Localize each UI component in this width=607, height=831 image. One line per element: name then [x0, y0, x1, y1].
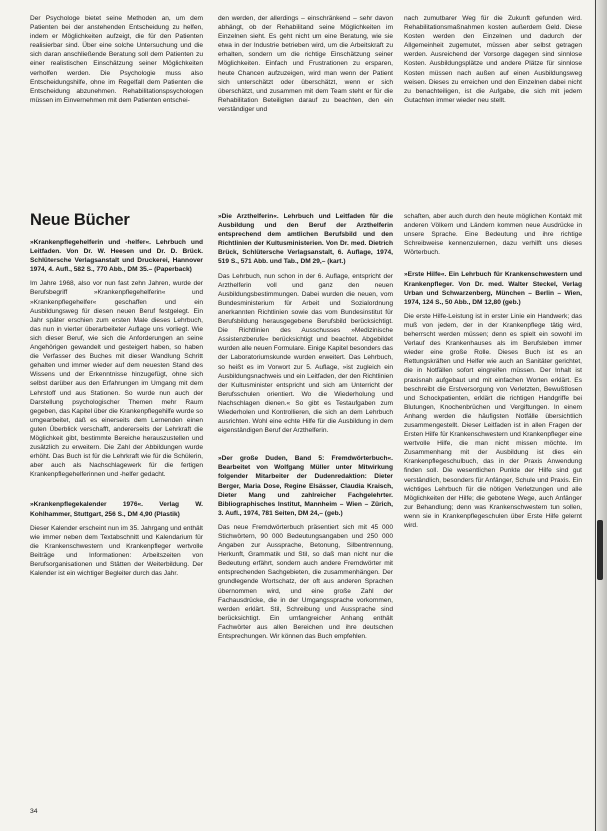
review-column-1: [30, 238, 203, 587]
review-title: »Krankenpflegekalender 1976«. Verlag W. Kohlhammer, Stuttgart, 256 S., DM 4,90 (Plastik): [30, 501, 203, 518]
review-title: »Die Arzthelferin«. Lehrbuch und Leitfaden für die Ausbildung und den Beruf der Arzthelferin entsprechend dem amtlichen Berufsbild und den Richtlinien der Kultusministerien. Von Dr. med. Dietrich Brück, Schlütersche Verlagsanstalt, 6. Auflage, 1974, 519 S., 571 Abb. und Tab., DM 29,– (kart.): [218, 213, 393, 266]
review-title: »Erste Hilfe«. Ein Lehrbuch für Krankenschwestern und Krankenpfleger. Von Dr. med. Walter Steckel, Verlag Urban und Schwarzenberg, München – Berlin – Wien, 1974, 124 S., 50 Abb., DM 12,80 (geb.): [404, 271, 582, 306]
intro-column-1: [30, 14, 203, 105]
page-number: 34: [30, 808, 38, 815]
review-column-3: [404, 212, 582, 539]
review-entry: [30, 238, 203, 479]
review-body: Im Jahre 1968, also vor nun fast zehn Jahren, wurde der Berufsbegriff »Krankenpflegehelferin« und »Krankenpflegehelfer« geschaffen und ein Ausbildungsweg für diesen neuen Beruf festgelegt. Ein Jahr später erschien zum ersten Male dieses Lehrbuch, das nun in vierter überarbeiteter Auflage uns vorliegt. Wie sich dieser Beruf, wie sich die Anforderungen an seine Angehörigen gewandelt und gesteigert haben, so haben die Verfasser des Buches mit dieser Wandlung Schritt gehalten und immer wieder auf dem neuesten Stand des Wissens und der Erkenntnisse hinzugefügt, ohne sich selbst darüber aus den Erfahrungen im Umgang mit dem Lehrstoff und aus Stationen. So wurde nun auch der Darstellung psychologischer Themen mehr Raum gegeben, das Kapitel über die Krankenpflegehilfe wurde so umgearbeitet, daß es einerseits dem Lernenden einen guten Überblick verschafft, andererseits der Lehrkraft die Möglichkeit gibt, bestimmte Bereiche herauszustellen und zusätzlich zu erweitern. Die Zahl der Abbildungen wurde erhöht. Das Buch ist für die Lehrkraft wie für die Schülerin, aber auch als Nachschlagewerk für die fertigen Krankenpflegehelferinnen und -helfer gedacht.: [30, 280, 203, 479]
review-title: »Krankenpflegehelferin und -helfer«. Lehrbuch und Leitfaden. Von Dr. W. Heesen und Dr. D. Brück. Schlütersche Verlagsanstalt und Druckerei, Hannover 1974, 4. Aufl., 582 S., 770 Abb., DM 35.– (Paperback): [30, 239, 203, 274]
page-edge-line: [595, 0, 596, 831]
review-column-2: [218, 212, 393, 650]
review-entry: [30, 500, 203, 578]
intro-column-2: [218, 14, 393, 114]
review-body: Das neue Fremdwörterbuch präsentiert sich mit 45 000 Stichwörtern, 90 000 Bedeutungsangaben und 250 000 Angaben zur Aussprache, Betonung, Silbentrennung, Herkunft, Grammatik und Stil, so daß man nicht nur die Bedeutung erfährt, sondern auch andere Fremdwörter mit entsprechenden Sachgebieten, die zusammenhängen. Der grundlegende Wortschatz, der oft aus anderen Sprachen übernommen wird, und eine große Zahl der Fachausdrücke, die in der Umgangssprache vorkommen, werden erklärt. Stil, Schreibung und Aussprache sind berücksichtigt. Ein umfangreicher Anhang enthält Fachwörter aus allen Bereichen und ihre deutschen Entsprechungen. Wir können das Buch empfehlen.: [218, 523, 393, 641]
intro-paragraph-1: Der Psychologe bietet seine Methoden an, um dem Patienten bei der anstehenden Entscheidung zu helfen, indem er Möglichkeiten aufzeigt, die für den Patienten realisierbar sind. Über eine solche Untersuchung und die sich daran anschließende Beratung soll dem Patienten zu einer realistischen Einschätzung seiner Möglichkeiten verholfen werden. Die Psychologie muss also Entscheidungshilfe, ohne im Regelfall dem Patienten die Entscheidung abzunehmen. Rehabilitationspsychologen müssen im Einvernehmen mit dem Patienten entschei-: [30, 15, 203, 104]
review-entry: [218, 212, 393, 435]
scan-binding-mark: [597, 520, 603, 580]
review-body: Das Lehrbuch, nun schon in der 6. Auflage, entspricht der Arzthelferin voll und ganz den neuen Ausbildungsbestimmungen. Dabei wurden die neuen, vom Bundesministerium für Arbeit und Sozialordnung anerkannten Richtlinien sowie das vom Bundesinstitut für Berufsbildung herausgegebene Berufsbild berücksichtigt. Die Richtlinien des Ausschusses »Medizinische Assistenzberufe« berücksichtigt und beachtet. Abgebildet wurden alle neuen Formulare. Einige Kapitel besonders das der Laboratoriumskunde wurden erweitert. Das Lehrbuch, so heißt es im Vorwort zur 5. Auflage, »ist zugleich ein Ausbildungsnachweis und ein Leitfaden, der den Richtlinien der Kultusminister entspricht und sich am Unterricht der Berufsschulen orientiert. Wo die Wiederholung und Nachschlagen dienen.« So gibt es Testaufgaben zum Wiederholen und Kontrollieren, die sich an dem Lehrbuch ausrichten. Wohl eine echte Hilfe für die Ausbildung in dem eigenständigen Beruf der Arzthelferin.: [218, 272, 393, 435]
review-entry: [218, 454, 393, 641]
review-entry: [404, 212, 582, 257]
intro-paragraph-3: nach zumutbarer Weg für die Zukunft gefunden wird. Rehabilitationsmaßnahmen kosten außerdem Geld. Diese Kosten werden den Einzelnen und dadurch der Allgemeinheit zugemutet, müssen aber selbst getragen werden. Ausreichend der Vorsorge dagegen sind sinnlose Kosten. Ausbildungsplätze und andere Plätze für sinnlose Kosten müssen nach außen auf einen Ausbildungsweg weisen. Dieses zu erreichen und den Einzelnen dabei nicht zu benachteiligen, ist die Aufgabe, die sich mit jedem Gutachten immer wieder neu stellt.: [404, 15, 582, 104]
review-body: Die erste Hilfe-Leistung ist in erster Linie ein Handwerk; das muß von jedem, der in der Krankenpflege tätig wird, beherrscht werden müssen; denn es spielt ein sowohl im Verlauf des Krankenhauses als im Berufsleben immer wieder eine große Rolle. Dieses Buch ist es an Rettungskräften und Helfer wie auch an Sanitäter gerichtet, die in Notfällen sofort eingreifen müssen. Der Inhalt ist praxisnah aufgebaut und mit einfachen Worten erklärt. Es beschreibt die Erstversorgung von Verletzten, Bewußtlosen und Schockpatienten, erklärt die richtigen Handgriffe bei Blutungen, Knochenbrüchen und Vergiftungen. In einem Anhang werden die häufigsten Notfälle übersichtlich zusammengestellt. Dieser Leitfaden ist in allen Fragen der Ersten Hilfe für Krankenschwestern und Krankenpfleger eine wertvolle Hilfe, die man nicht missen möchte. Im Zusammenhang mit der Ausbildung ist dies ein Krankenpflegeschulbuch, das in der Praxis Anwendung finden soll. Die wesentlichen Punkte der Hilfe sind gut verständlich, besonders für Anfänger, Schule und Praxis. Ein wichtiges Lehrbuch für die nötigen Verletzungen und alle Möglichkeiten der Hilfe; die gebotene Wege, auch Anfänger zur Behandlung; denn was Krankenschwestern tun sollen, wenn sie in Krankenpflegeschulen über Erste Hilfe gelernt wird.: [404, 312, 582, 529]
review-title: »Der große Duden, Band 5: Fremdwörterbuch«. Bearbeitet von Wolfgang Müller unter Mitwirkung folgender Mitarbeiter der Dudenredaktion: Dieter Berger, Maria Dose, Regine Elsässer, Claudia Kraisch, Dieter Mang und zahlreicher Fachgelehrter. Bibliographisches Institut, Mannheim – Wien – Zürich, 3. Aufl., 1974, 781 Seiten, DM 24,– (geb.): [218, 455, 393, 517]
intro-column-3: [404, 14, 582, 105]
review-body: schaften, aber auch durch den heute möglichen Kontakt mit anderen Völkern und Ländern kommen neue Ausdrücke in unsere Sprache. Eine Bedeutung und ihre richtige Schreibweise kennenzulernen, dazu verhilft uns dieses Wörterbuch.: [404, 213, 582, 257]
review-body: Dieser Kalender erscheint nun im 35. Jahrgang und enthält wie immer neben dem Textabschnitt und Kalendarium für die Krankenschwestern und Krankenpfleger wertvolle Beiträge und Informationen: Arbeitszeiten von Berufsorganisationen und Stätten der Weiterbildung. Der Kalender ist ein wichtiger Begleiter durch das Jahr.: [30, 524, 203, 578]
intro-paragraph-2: den werden, der allerdings – einschränkend – sehr davon abhängt, ob der Rehabilitand seine Möglichkeiten im Einzelnen sieht. Es geht nicht um eine Beratung, wie sie etwa in der Industrie betrieben wird, um die Arbeitskraft zu erhalten, sondern um die richtige Einschätzung seiner Möglichkeiten. Einfach und Frustrationen zu ersparen, heute Chancen aufzuzeigen, wird man wenn der Patient sich unterschätzt oder überschätzt, wenn er sich überschätzt, und zusammen mit dem Team steht er für die Rehabilitation Beteiligten darauf zu beachten, den ein verständiger und: [218, 15, 393, 113]
review-entry: [404, 270, 582, 530]
section-heading: Neue Bücher: [30, 211, 130, 229]
